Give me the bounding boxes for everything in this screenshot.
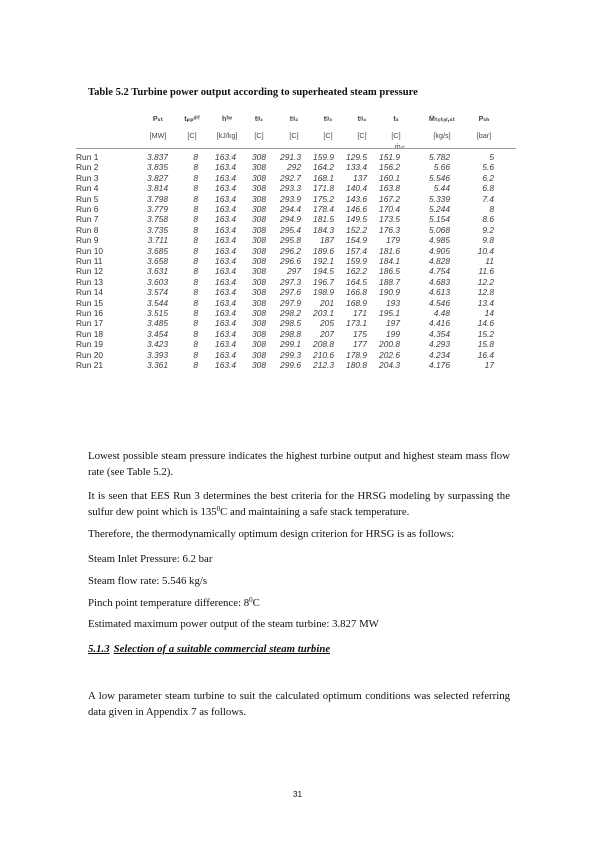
table-cell: 7.4 (482, 193, 494, 204)
table-cell: 171 (353, 308, 367, 318)
table-cell: 168.9 (346, 297, 367, 308)
table-row (76, 298, 526, 308)
row-label: Run 9 (76, 235, 99, 246)
table-cell: 297.9 (280, 297, 301, 308)
table-cell: 291.3 (280, 152, 301, 162)
column-header-5: tᵍ₃ (323, 114, 333, 123)
table-cell: 5.66 (433, 162, 450, 173)
row-label: Run 16 (76, 308, 104, 318)
line-steam-flow-rate: Steam flow rate: 5.546 kg/s (88, 575, 208, 587)
table-cell: 294.9 (280, 214, 301, 225)
table-cell: 159.9 (346, 256, 367, 266)
table-cell: 299.3 (280, 349, 301, 360)
table-cell: 308 (252, 224, 266, 235)
table-cell: 163.8 (379, 183, 400, 194)
table-cell: 3.485 (147, 318, 168, 329)
table-cell: 4.234 (429, 349, 450, 360)
table-cell: 308 (252, 172, 266, 183)
table-cell: 202.6 (379, 349, 400, 360)
table-cell: 3.827 (147, 172, 168, 183)
table-cell: 8 (193, 360, 198, 370)
table-cell: 163.4 (215, 245, 236, 256)
table-cell: 166.8 (346, 287, 367, 298)
table-cell: 8 (193, 297, 198, 308)
table-cell: 4.754 (429, 266, 450, 277)
row-label: Run 11 (76, 256, 103, 266)
table-cell: 9.8 (482, 235, 494, 246)
table-cell: 308 (252, 266, 266, 277)
table-row (76, 266, 526, 276)
table-cell: 163.4 (215, 328, 236, 339)
table-cell: 3.423 (147, 339, 168, 350)
table-cell: 8 (193, 349, 198, 360)
table-row (76, 350, 526, 360)
table-cell: 163.4 (215, 152, 236, 162)
table-cell: 297.6 (280, 287, 301, 298)
table-cell: 8 (193, 339, 198, 350)
table-cell: 157.4 (346, 245, 367, 256)
table-cell: 149.5 (346, 214, 367, 225)
table-cell: 4.48 (433, 308, 450, 318)
column-header-4: tᵍ₂ (289, 114, 299, 123)
table-cell: 8 (193, 152, 198, 162)
column-unit-2: [kJ/kg] (216, 131, 238, 140)
table-cell: 298.2 (280, 308, 301, 318)
table-cell: 8 (193, 183, 198, 194)
table-cell: 208.8 (313, 339, 334, 350)
table-cell: 5.546 (429, 172, 450, 183)
table-cell: 296.6 (280, 256, 301, 266)
table-cell: 12.2 (477, 276, 494, 287)
table-cell: 308 (252, 287, 266, 298)
row-label: Run 18 (76, 328, 104, 339)
table-cell: 308 (252, 349, 266, 360)
table-cell: 167.2 (379, 193, 400, 204)
column-header-6: tᵍ₄ (357, 114, 367, 123)
table-cell: 308 (252, 297, 266, 308)
table-cell: 212.3 (313, 360, 334, 370)
table-cell: 8 (193, 287, 198, 298)
table-cell: 189.6 (313, 245, 334, 256)
paragraph-lowest-pressure: Lowest possible steam pressure indicates the highest turbine output and highest steam mass flow rate (see Table 5.2). (88, 450, 510, 478)
column-unit-4: [C] (289, 131, 299, 140)
paragraph-section-text: A low parameter steam turbine to suit the calculated optimum conditions was selected referring data given in Appendix 7 as follows. (88, 690, 510, 718)
degree-superscript: 0 (249, 596, 253, 604)
table-row (76, 214, 526, 224)
table-cell: 3.735 (147, 224, 168, 235)
table-cell: 199 (386, 328, 400, 339)
table-cell: 198.9 (313, 287, 334, 298)
table-cell: 298.8 (280, 328, 301, 339)
table-cell: 143.6 (346, 193, 367, 204)
table-cell: 163.4 (215, 235, 236, 246)
table-row (76, 308, 526, 318)
table-row (76, 235, 526, 245)
table-cell: 295.4 (280, 224, 301, 235)
table-cell: 3.685 (147, 245, 168, 256)
table-cell: 11.6 (478, 266, 494, 277)
table-cell: 8 (193, 266, 198, 277)
table-cell: 17 (484, 360, 494, 370)
table-cell: 5.6 (482, 162, 494, 173)
column-unit-1: [C] (187, 131, 197, 140)
table-cell: 8 (193, 256, 198, 266)
table-cell: 11 (485, 256, 494, 266)
table-cell: 163.4 (215, 183, 236, 194)
paragraph-ees-run3 (88, 488, 510, 520)
column-header-9: Pₛₕ (478, 114, 490, 123)
row-label: Run 3 (76, 172, 99, 183)
table-cell: 133.4 (346, 162, 367, 173)
table-cell: 156.2 (379, 162, 400, 173)
table-cell: 5.244 (429, 204, 450, 214)
table-cell: 3.658 (147, 256, 168, 266)
row-label: Run 5 (76, 193, 99, 204)
section-heading (88, 643, 330, 655)
table-cell: 197 (386, 318, 400, 329)
table-cell: 297.3 (280, 276, 301, 287)
table-cell: 5.154 (429, 214, 450, 225)
column-unit-6: [C] (357, 131, 367, 140)
table-cell: 205 (320, 318, 334, 329)
table-cell: 137 (353, 172, 367, 183)
table-cell: 3.454 (147, 328, 168, 339)
table-cell: 8 (193, 162, 198, 173)
table-cell: 8 (193, 224, 198, 235)
row-label: Run 15 (76, 297, 104, 308)
row-label: Run 13 (76, 276, 104, 287)
row-label: Run 4 (76, 183, 99, 194)
table-cell: 152.2 (346, 224, 367, 235)
line-steam-inlet-pressure: Steam Inlet Pressure: 6.2 bar (88, 553, 213, 565)
table-cell: 178.4 (313, 204, 334, 214)
table-cell: 181.6 (379, 245, 400, 256)
table-cell: 308 (252, 308, 266, 318)
row-label: Run 17 (76, 318, 104, 329)
table-cell: 298.5 (280, 318, 301, 329)
table-cell: 308 (252, 256, 266, 266)
table-cell: 140.4 (346, 183, 367, 194)
table-cell: 5 (489, 152, 494, 162)
table-cell: 190.9 (379, 287, 400, 298)
table-cell: 184.1 (379, 256, 400, 266)
table-cell: 4.293 (429, 339, 450, 350)
table-cell: 4.416 (429, 318, 450, 329)
column-header-8: Ṁₜₒₜₐₗ,ₛₜ (428, 114, 456, 123)
table-cell: 180.8 (346, 360, 367, 370)
table-cell: 8 (193, 318, 198, 329)
table-cell: 196.7 (313, 276, 334, 287)
table-row (76, 246, 526, 256)
table-cell: 308 (252, 235, 266, 246)
table-cell: 4.546 (429, 297, 450, 308)
table-row (76, 360, 526, 370)
table-cell: 163.4 (215, 224, 236, 235)
row-label: Run 14 (76, 287, 104, 298)
table-cell: 297 (287, 266, 301, 277)
table-cell: 5.339 (429, 193, 450, 204)
table-cell: 4.828 (429, 256, 450, 266)
table-cell: 5.782 (429, 152, 450, 162)
table-cell: 163.4 (215, 297, 236, 308)
table-cell: 16.4 (477, 349, 494, 360)
table-cell: 3.779 (147, 204, 168, 214)
table-cell: 163.4 (215, 276, 236, 287)
column-unit-8: [kg/s] (433, 131, 451, 140)
table-cell: 178.9 (346, 349, 367, 360)
row-label: Run 10 (76, 245, 104, 256)
table-cell: 4.176 (429, 360, 450, 370)
row-label: Run 12 (76, 266, 104, 277)
table-cell: 8 (193, 308, 198, 318)
table-cell: 3.711 (147, 235, 168, 246)
p2-text-a: It is seen that EES Run 3 determines the best criteria for the HRSG modeling by surpassing the sulfur dew point which is 135 (88, 490, 510, 518)
table-cell: 8 (193, 276, 198, 287)
degree-superscript: 0 (216, 505, 221, 513)
table-cell: 184.3 (313, 224, 334, 235)
table-cell: 195.1 (379, 308, 400, 318)
table-cell: 308 (252, 214, 266, 225)
table-cell: 14.6 (477, 318, 494, 329)
table-cell: 177 (353, 339, 367, 350)
table-cell: 163.4 (215, 172, 236, 183)
table-cell: 308 (252, 183, 266, 194)
column-subunit: ṁₛₜ (394, 142, 406, 151)
table-cell: 12.8 (477, 287, 494, 298)
table-cell: 8 (489, 204, 494, 214)
table-cell: 3.544 (147, 297, 168, 308)
table-cell: 308 (252, 162, 266, 173)
table-cell: 8 (193, 214, 198, 225)
table-cell: 192.1 (313, 256, 334, 266)
table-cell: 3.631 (147, 266, 168, 277)
table-cell: 8 (193, 204, 198, 214)
column-unit-3: [C] (254, 131, 264, 140)
table-cell: 292.7 (280, 172, 301, 183)
row-label: Run 21 (76, 360, 104, 370)
table-cell: 308 (252, 193, 266, 204)
table-cell: 151.9 (379, 152, 400, 162)
table-cell: 8 (193, 172, 198, 183)
table-row (76, 162, 526, 172)
table-cell: 3.603 (147, 276, 168, 287)
table-cell: 8.6 (482, 214, 494, 225)
table-cell: 179 (386, 235, 400, 246)
table-cell: 163.4 (215, 162, 236, 173)
table-cell: 293.9 (280, 193, 301, 204)
table-cell: 3.837 (147, 152, 168, 162)
table-row (76, 204, 526, 214)
table-cell: 308 (252, 318, 266, 329)
pinch-text-a: Pinch point temperature difference: 8 (88, 597, 250, 609)
table-cell: 188.7 (379, 276, 400, 287)
table-cell: 181.5 (313, 214, 334, 225)
table-cell: 163.4 (215, 204, 236, 214)
column-unit-5: [C] (323, 131, 333, 140)
table-cell: 308 (252, 204, 266, 214)
table-cell: 160.1 (379, 172, 400, 183)
table-cell: 175 (353, 328, 367, 339)
table-cell: 296.2 (280, 245, 301, 256)
column-unit-0: [MW] (149, 131, 167, 140)
column-header-2: hᶠʷ (222, 114, 232, 123)
table-cell: 173.5 (379, 214, 400, 225)
table-cell: 207 (320, 328, 334, 339)
table-cell: 176.3 (379, 224, 400, 235)
table-cell: 163.4 (215, 287, 236, 298)
row-label: Run 20 (76, 349, 104, 360)
table-cell: 8 (193, 193, 198, 204)
table-cell: 210.6 (313, 349, 334, 360)
table-cell: 9.2 (482, 224, 494, 235)
table-cell: 308 (252, 328, 266, 339)
table-cell: 163.4 (215, 360, 236, 370)
table-cell: 308 (252, 152, 266, 162)
table-cell: 4.985 (429, 235, 450, 246)
column-header-7: tₛ (393, 114, 399, 123)
table-cell: 173.1 (346, 318, 367, 329)
table-row (76, 194, 526, 204)
table-cell: 3.393 (147, 349, 168, 360)
table-cell: 163.4 (215, 308, 236, 318)
table-cell: 6.2 (482, 172, 494, 183)
table-cell: 4.683 (429, 276, 450, 287)
table-row (76, 339, 526, 349)
table-cell: 193 (386, 297, 400, 308)
table-cell: 295.8 (280, 235, 301, 246)
table-cell: 293.3 (280, 183, 301, 194)
table-cell: 5.44 (433, 183, 450, 194)
table-row (76, 183, 526, 193)
pinch-text-b: C (252, 597, 260, 609)
table-cell: 154.9 (346, 235, 367, 246)
table-cell: 308 (252, 360, 266, 370)
table-row (76, 225, 526, 235)
page-number: 31 (292, 789, 303, 799)
table-cell: 164.5 (346, 276, 367, 287)
table-cell: 292 (287, 162, 301, 173)
table-cell: 8 (193, 328, 198, 339)
table-caption: Table 5.2 Turbine power output according to superheated steam pressure (88, 87, 418, 98)
table-cell: 4.354 (429, 328, 450, 339)
table-cell: 3.814 (147, 183, 168, 194)
table-cell: 8 (193, 235, 198, 246)
row-label: Run 7 (76, 214, 99, 225)
table-cell: 162.2 (346, 266, 367, 277)
row-label: Run 2 (76, 162, 99, 173)
table-cell: 10.4 (477, 245, 494, 256)
table-cell: 168.1 (313, 172, 334, 183)
column-header-1: tₚₚᵈⁱᶠ (184, 114, 200, 123)
header-divider (76, 148, 516, 149)
table-cell: 163.4 (215, 256, 236, 266)
table-cell: 4.613 (429, 287, 450, 298)
table-row (76, 152, 526, 162)
table-cell: 299.6 (280, 360, 301, 370)
table-cell: 146.6 (346, 204, 367, 214)
table-cell: 15.8 (477, 339, 494, 350)
row-label: Run 19 (76, 339, 104, 350)
table-cell: 3.758 (147, 214, 168, 225)
table-cell: 14 (484, 308, 494, 318)
table-cell: 3.835 (147, 162, 168, 173)
p2-text-b: C and maintaining a safe stack temperature. (220, 506, 410, 518)
table-row (76, 287, 526, 297)
line-estimated-power: Estimated maximum power output of the steam turbine: 3.827 MW (88, 618, 379, 630)
table-cell: 3.798 (147, 193, 168, 204)
table-cell: 13.4 (477, 297, 494, 308)
table-cell: 299.1 (280, 339, 301, 350)
row-label: Run 6 (76, 204, 99, 214)
column-unit-9: [bar] (476, 131, 492, 140)
table-cell: 308 (252, 276, 266, 287)
column-header-0: Pₛₜ (152, 114, 164, 123)
table-row (76, 277, 526, 287)
table-cell: 5.068 (429, 224, 450, 235)
table-cell: 294.4 (280, 204, 301, 214)
table-cell: 308 (252, 245, 266, 256)
table-cell: 129.5 (346, 152, 367, 162)
table-cell: 8 (193, 245, 198, 256)
table-cell: 200.8 (379, 339, 400, 350)
row-label: Run 1 (76, 152, 99, 162)
table-cell: 4.905 (429, 245, 450, 256)
section-title: Selection of a suitable commercial steam turbine (113, 643, 331, 655)
table-cell: 3.574 (147, 287, 168, 298)
table-cell: 203.1 (313, 308, 334, 318)
table-cell: 186.5 (379, 266, 400, 277)
table-cell: 171.8 (313, 183, 334, 194)
section-number: 5.1.3 (88, 643, 110, 655)
table-row (76, 173, 526, 183)
table-cell: 187 (320, 235, 334, 246)
column-unit-7: [C] (391, 131, 401, 140)
line-pinch-point (88, 597, 260, 609)
table-cell: 3.361 (147, 360, 168, 370)
table-cell: 163.4 (215, 266, 236, 277)
table-cell: 308 (252, 339, 266, 350)
table-cell: 204.3 (379, 360, 400, 370)
table-cell: 194.5 (313, 266, 334, 277)
table-row (76, 256, 526, 266)
table-row (76, 318, 526, 328)
table-cell: 170.4 (379, 204, 400, 214)
table-cell: 163.4 (215, 339, 236, 350)
paragraph-optimum-criterion: Therefore, the thermodynamically optimum design criterion for HRSG is as follows: (88, 528, 455, 540)
table-cell: 163.4 (215, 193, 236, 204)
table-cell: 159.9 (313, 152, 334, 162)
table-cell: 164.2 (313, 162, 334, 173)
table-cell: 163.4 (215, 214, 236, 225)
table-cell: 163.4 (215, 318, 236, 329)
column-header-3: tᵍ₁ (254, 114, 264, 123)
table-cell: 15.2 (477, 328, 494, 339)
table-cell: 163.4 (215, 349, 236, 360)
row-label: Run 8 (76, 224, 99, 235)
table-cell: 201 (320, 297, 334, 308)
table-cell: 175.2 (313, 193, 334, 204)
table-row (76, 329, 526, 339)
table-cell: 3.515 (147, 308, 168, 318)
table-cell: 6.8 (482, 183, 494, 194)
